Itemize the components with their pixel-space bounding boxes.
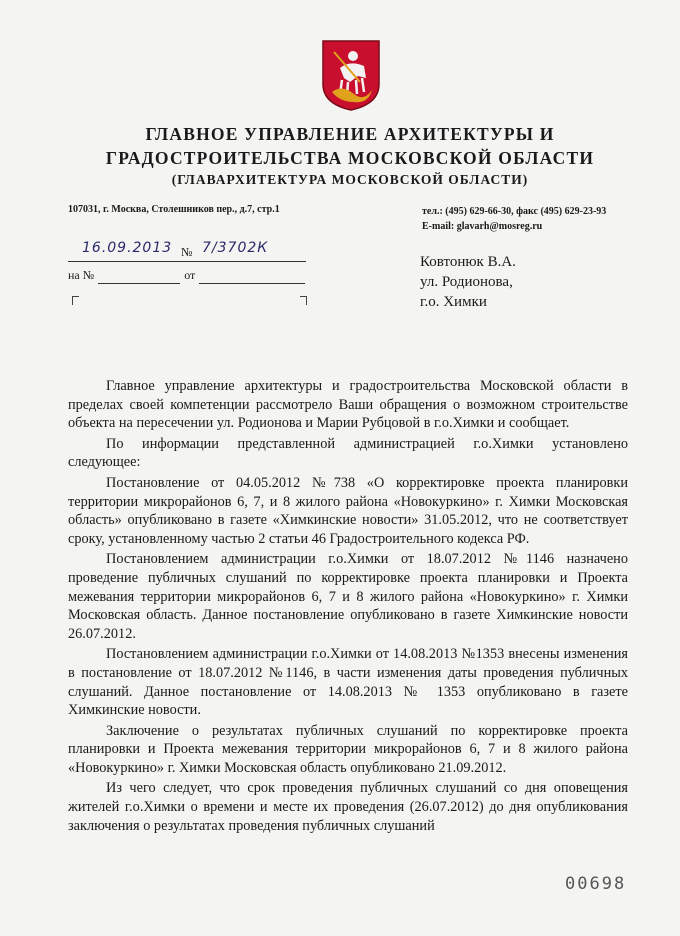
registration-number-sign: № <box>181 245 193 259</box>
body-paragraph: Постановлением администрации г.о.Химки от 18.07.2012 №1146 назначено проведение публичных слушаний по корректировке проекта планировки и Проекта межевания территории микрорайонов 6, 7 и 8 жилого района «Новокуркино» г. Химки Московская область. Данное постановление опубликовано в газете Химкинские новости 26.07.2012. <box>68 551 628 642</box>
registration-date: 16.09.2013 <box>82 240 173 256</box>
contact-block <box>422 204 606 234</box>
email-address: E-mail: glavarh@mosreg.ru <box>422 221 543 232</box>
recipient-name: Ковтонюк В.А. <box>420 254 516 270</box>
body-paragraph: Главное управление архитектуры и градостроительства Московской области в пределах своей компетенции рассмотрело Ваши обращения о возможном строительстве объекта на пересечении ул. Родионова и Марии Рубцовой в г.о.Химки и сообщает. <box>68 378 628 432</box>
header-title-line1: ГЛАВНОЕ УПРАВЛЕНИЕ АРХИТЕКТУРЫ И <box>145 124 555 144</box>
header-short-name: (ГЛАВАРХИТЕКТУРА МОСКОВСКОЙ ОБЛАСТИ) <box>171 172 529 187</box>
reference-prefix: на № <box>68 268 95 282</box>
body-paragraph: Заключение о результатах публичных слушаний по корректировке проекта планировки и Проекта межевания территории микрорайонов 6, 7 и 8 жилого района «Новокуркино» г. Химки Московская область опубликовано 21.09.2012. <box>68 722 628 776</box>
moscow-region-coat-of-arms <box>320 38 382 112</box>
body-paragraph: По информации представленной администрацией г.о.Химки установлено следующее: <box>68 435 628 471</box>
recipient-city: г.о. Химки <box>420 294 487 310</box>
reference-from-label: от <box>184 268 196 282</box>
body-paragraph: Из чего следует, что срок проведения публичных слушаний со дня оповещения жителей г.о.Химки о времени и месте их проведения (26.07.2012) до дня опубликования заключения о результатах проведения публичных слушаний <box>68 780 628 834</box>
header-title-line2: ГРАДОСТРОИТЕЛЬСТВА МОСКОВСКОЙ ОБЛАСТИ <box>105 148 595 168</box>
phone-fax: тел.: (495) 629-66-30, факс (495) 629-23-93 <box>422 206 607 217</box>
page-number: 00698 <box>565 874 627 894</box>
postal-address: 107031, г. Москва, Столешников пер., д.7, стр.1 <box>68 204 280 215</box>
reference-line <box>68 268 305 284</box>
reference-number-blank <box>98 268 180 284</box>
recipient-block <box>420 252 516 312</box>
registration-number: 7/3702К <box>202 240 269 256</box>
address-corner-mark-left <box>72 296 79 305</box>
letter-body <box>68 377 628 837</box>
body-paragraph: Постановлением администрации г.о.Химки от 14.08.2013 №1353 внесены изменения в постановление от 18.07.2012 №1146, в части изменения даты проведения публичных слушаний. Данное постановление от 14.08.2013 № 1353 опубликовано в газете Химкинские новости. <box>68 646 628 719</box>
body-paragraph: Постановление от 04.05.2012 №738 «О корректировке проекта планировки территории микрорайонов 6, 7, и 8 жилого района «Новокуркино» г. Химки Московская область» опубликовано в газете «Химкинские новости» 31.05.2012, что не соответствует сроку, установленному частью 2 статьи 46 Градостроительного кодекса РФ. <box>68 474 628 547</box>
reference-date-blank <box>199 268 305 284</box>
address-corner-mark-right <box>300 296 307 305</box>
recipient-street: ул. Родионова, <box>420 274 513 290</box>
